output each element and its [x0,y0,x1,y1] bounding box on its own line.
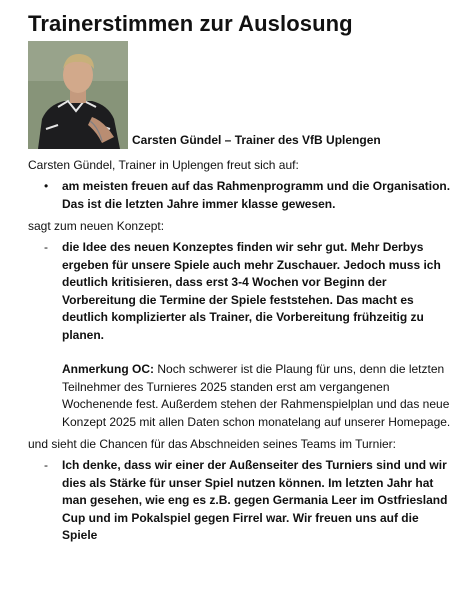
trainer-photo [28,41,128,149]
dash-list-concept [28,239,454,431]
dash-marker: - [44,240,48,254]
bullet-marker: • [44,179,49,193]
list-item-text: am meisten freuen auf das Rahmenprogramm und die Organisation. Das ist die letzten Jahre immer klasse gewesen. [62,179,451,211]
list-item-text: die Idee des neuen Konzeptes finden wir sehr gut. Mehr Derbys ergeben für unsere Spiele auch mehr Zuschauer. Jedoch muss ich deutlich kritisieren, dass erst 3-4 Wochen vor Beginn der Vorbereitung die Termine der Spiele feststehen. Das macht es deutlich komplizierter als Trainer, die Vorbereitung frühzeitig zu planen. [62,240,441,342]
list-item-text: Ich denke, dass wir einer der Außenseiter des Turniers sind und wir dies als Stärke für unser Spiel nutzen können. Im letzten Jahr hat man gesehen, wie eng es z.B. gegen Germania Leer im Ostfriesland Cup und im Pokalspiel gegen Firrel war. Wir freuen uns auf die Spiele [62,458,448,542]
trainer-portrait-image [28,41,128,149]
concept-label: sagt zum neuen Konzept: [28,219,165,233]
organizer-note [62,361,454,431]
page-title: Trainerstimmen zur Auslosung [28,11,353,36]
bullet-list-expectations [28,178,454,213]
list-item [28,178,454,213]
dash-marker: - [44,458,48,472]
intro-text: Carsten Gündel, Trainer in Uplengen freut sich auf: [28,158,299,172]
chances-label: und sieht die Chancen für das Abschneiden seines Teams im Turnier: [28,437,396,451]
dash-list-chances [28,457,454,545]
photo-row [28,41,454,149]
list-item [28,457,454,545]
note-text: Noch schwerer ist die Plaung für uns, denn die letzten Teilnehmer des Turnieres 2025 standen erst am vergangenen Wochenende fest. Außerdem stehen der Rahmenspielplan und das neue Konzept 2025 mit allen Daten schon monatelang auf unserer Homepage. [62,362,451,429]
note-label: Anmerkung OC: [62,362,155,376]
list-item [28,239,454,431]
photo-caption: Carsten Gündel – Trainer des VfB Uplengen [132,133,381,147]
